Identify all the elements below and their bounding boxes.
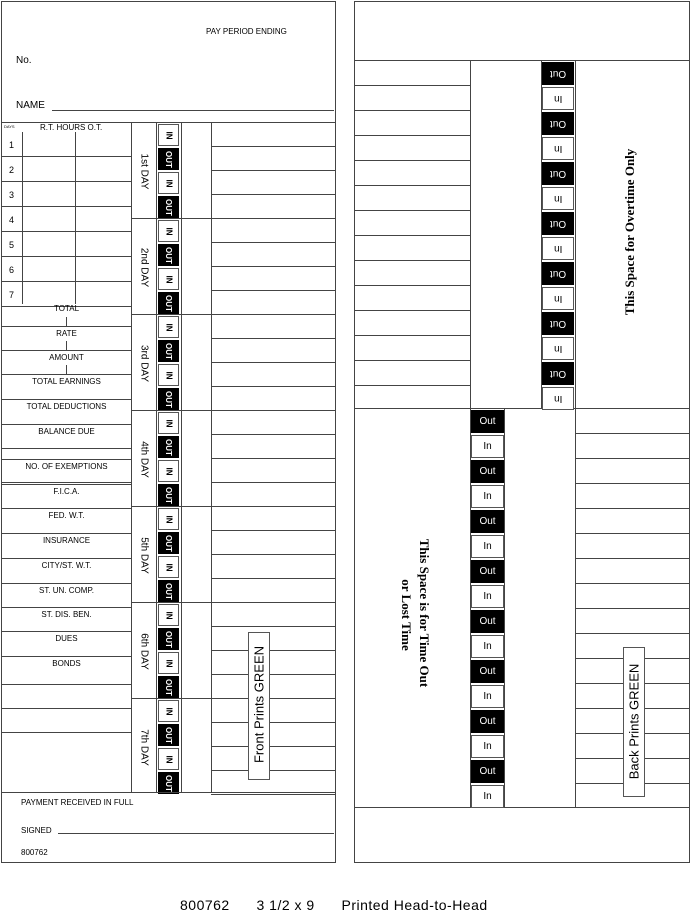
in-slot: IN bbox=[158, 700, 179, 722]
overtime-line bbox=[355, 310, 470, 311]
overtime-line bbox=[355, 135, 470, 136]
time-line bbox=[211, 146, 335, 147]
time-line bbox=[211, 434, 335, 435]
timeout-line bbox=[575, 433, 689, 434]
footer-rule bbox=[2, 792, 335, 793]
time-line bbox=[211, 410, 335, 411]
out-slot: OUT bbox=[158, 436, 179, 458]
summary-row-line bbox=[2, 631, 131, 632]
timeout-line bbox=[575, 608, 689, 609]
number-label: No. bbox=[16, 55, 32, 66]
timeout-in-slot: In bbox=[471, 535, 504, 558]
timeout-line bbox=[575, 558, 689, 559]
timeout-in-slot: In bbox=[471, 685, 504, 708]
time-line bbox=[211, 674, 335, 675]
timeout-out-slot: Out bbox=[471, 760, 504, 783]
summary-label: INSURANCE bbox=[42, 536, 91, 545]
time-line bbox=[211, 266, 335, 267]
summary-row-line bbox=[2, 533, 131, 534]
time-line bbox=[211, 554, 335, 555]
time-line bbox=[211, 770, 335, 771]
time-line bbox=[211, 314, 335, 315]
slot-divider bbox=[181, 122, 182, 792]
time-line bbox=[211, 458, 335, 459]
overtime-line bbox=[355, 110, 470, 111]
summary-tick bbox=[66, 341, 67, 351]
overtime-in-slot: In bbox=[542, 137, 574, 160]
back-bottom-rule bbox=[355, 807, 689, 808]
out-slot: OUT bbox=[158, 532, 179, 554]
timeout-out-slot: Out bbox=[471, 560, 504, 583]
timeout-in-slot: In bbox=[471, 435, 504, 458]
day-label: 2nd DAY bbox=[138, 247, 150, 288]
summary-label: TOTAL EARNINGS bbox=[32, 377, 101, 386]
caption bbox=[180, 897, 488, 913]
out-slot: OUT bbox=[158, 196, 179, 218]
in-slot: IN bbox=[158, 364, 179, 386]
summary-row-line bbox=[2, 459, 131, 460]
front-card bbox=[1, 1, 336, 863]
day-block-line bbox=[131, 122, 335, 123]
grid-divider bbox=[131, 122, 132, 792]
overtime-in-slot: In bbox=[542, 287, 574, 310]
back-divider bbox=[470, 60, 471, 408]
time-line bbox=[211, 650, 335, 651]
overtime-line bbox=[355, 285, 470, 286]
time-line bbox=[211, 218, 335, 219]
out-slot: OUT bbox=[158, 484, 179, 506]
summary-tick bbox=[66, 317, 67, 327]
pay-period-label: PAY PERIOD ENDING bbox=[206, 27, 287, 36]
time-line bbox=[211, 482, 335, 483]
out-slot: OUT bbox=[158, 676, 179, 698]
time-line bbox=[211, 170, 335, 171]
in-slot: IN bbox=[158, 268, 179, 290]
form-number: 800762 bbox=[21, 848, 48, 857]
grid-row-line bbox=[2, 256, 131, 257]
out-slot: OUT bbox=[158, 388, 179, 410]
summary-label: AMOUNT bbox=[49, 353, 84, 362]
overtime-out-slot: Out bbox=[542, 312, 574, 335]
summary-row-line bbox=[2, 684, 131, 685]
caption-printing: Printed Head-to-Head bbox=[341, 897, 488, 913]
timeout-out-slot: Out bbox=[471, 510, 504, 533]
summary-label: F.I.C.A. bbox=[53, 487, 80, 496]
summary-row-line bbox=[2, 399, 131, 400]
summary-row-line bbox=[2, 656, 131, 657]
overtime-in-slot: In bbox=[542, 237, 574, 260]
out-slot: OUT bbox=[158, 340, 179, 362]
overtime-line bbox=[355, 185, 470, 186]
grid-row-line bbox=[2, 206, 131, 207]
timeout-note-line1: This Space is for Time Out bbox=[417, 538, 432, 688]
overtime-line bbox=[355, 235, 470, 236]
grid-row-line bbox=[2, 281, 131, 282]
in-slot: IN bbox=[158, 124, 179, 146]
timeout-in-slot: In bbox=[471, 485, 504, 508]
summary-label: RATE bbox=[56, 329, 77, 338]
overtime-in-slot: In bbox=[542, 187, 574, 210]
in-slot: IN bbox=[158, 316, 179, 338]
summary-label: TOTAL bbox=[53, 304, 80, 313]
day-label: 4th DAY bbox=[138, 441, 150, 478]
caption-size: 3 1/2 x 9 bbox=[256, 897, 315, 913]
summary-row-line bbox=[2, 607, 131, 608]
signed-line bbox=[58, 833, 334, 834]
timeout-line bbox=[575, 458, 689, 459]
timeout-line bbox=[575, 533, 689, 534]
summary-row-line bbox=[2, 558, 131, 559]
time-line bbox=[211, 338, 335, 339]
in-slot: IN bbox=[158, 556, 179, 578]
summary-label: CITY/ST. W.T. bbox=[41, 561, 92, 570]
signed-label: SIGNED bbox=[21, 826, 52, 835]
time-line bbox=[211, 530, 335, 531]
overtime-line bbox=[355, 385, 470, 386]
timeout-in-slot: In bbox=[471, 585, 504, 608]
day-number: 5 bbox=[9, 240, 15, 250]
summary-label: BALANCE DUE bbox=[38, 427, 95, 436]
grid-row-line bbox=[2, 231, 131, 232]
day-label: 6th DAY bbox=[138, 633, 150, 670]
in-slot: IN bbox=[158, 220, 179, 242]
summary-label: ST. UN. COMP. bbox=[39, 586, 94, 595]
day-number: 2 bbox=[9, 165, 15, 175]
day-number: 7 bbox=[9, 290, 15, 300]
summary-row-line bbox=[2, 508, 131, 509]
overtime-out-slot: Out bbox=[542, 162, 574, 185]
timeout-out-slot: Out bbox=[471, 610, 504, 633]
time-line bbox=[211, 794, 335, 795]
grid-row-line bbox=[2, 156, 131, 157]
day-number: 4 bbox=[9, 215, 15, 225]
time-line bbox=[211, 746, 335, 747]
out-slot: OUT bbox=[158, 724, 179, 746]
time-line bbox=[211, 290, 335, 291]
caption-number: 800762 bbox=[180, 897, 230, 913]
summary-label: BONDS bbox=[52, 659, 81, 668]
time-line bbox=[211, 626, 335, 627]
overtime-out-slot: Out bbox=[542, 112, 574, 135]
day-label: 1st DAY bbox=[138, 153, 150, 190]
overtime-in-slot: In bbox=[542, 387, 574, 410]
timeout-line bbox=[575, 633, 689, 634]
time-line bbox=[211, 362, 335, 363]
summary-row-line bbox=[2, 484, 131, 485]
grid-row-line bbox=[2, 181, 131, 182]
front-prints-note: Front Prints GREEN bbox=[248, 632, 270, 780]
overtime-out-slot: Out bbox=[542, 362, 574, 385]
summary-row-line bbox=[2, 583, 131, 584]
out-slot: OUT bbox=[158, 628, 179, 650]
in-slot: IN bbox=[158, 604, 179, 626]
summary-row-line bbox=[2, 732, 131, 733]
overtime-in-slot: In bbox=[542, 337, 574, 360]
overtime-line bbox=[355, 335, 470, 336]
time-line bbox=[211, 698, 335, 699]
overtime-line bbox=[355, 160, 470, 161]
time-line bbox=[211, 602, 335, 603]
overtime-note: This Space for Overtime Only bbox=[622, 148, 637, 316]
overtime-line bbox=[355, 85, 470, 86]
name-line bbox=[52, 110, 334, 111]
overtime-out-slot: Out bbox=[542, 212, 574, 235]
timeout-out-slot: Out bbox=[471, 710, 504, 733]
grid-divider bbox=[22, 132, 23, 304]
summary-label: NO. OF EXEMPTIONS bbox=[25, 462, 108, 471]
summary-row-line bbox=[2, 482, 131, 483]
time-line bbox=[211, 386, 335, 387]
day-label: 3rd DAY bbox=[138, 344, 150, 383]
timeout-line bbox=[575, 508, 689, 509]
day-number: 1 bbox=[9, 140, 15, 150]
timeout-in-slot: In bbox=[471, 735, 504, 758]
day-number: 6 bbox=[9, 265, 15, 275]
time-line bbox=[211, 194, 335, 195]
slot-divider bbox=[156, 122, 157, 792]
timeout-out-slot: Out bbox=[471, 410, 504, 433]
out-slot: OUT bbox=[158, 772, 179, 794]
summary-label: DUES bbox=[55, 634, 78, 643]
summary-tick bbox=[66, 365, 67, 375]
overtime-line bbox=[355, 210, 470, 211]
slot-divider bbox=[211, 122, 212, 792]
back-mid-rule bbox=[355, 408, 689, 409]
time-line bbox=[211, 722, 335, 723]
summary-row-line bbox=[2, 448, 131, 449]
overtime-line bbox=[355, 360, 470, 361]
back-card bbox=[354, 1, 690, 863]
timeout-note-line2: or Lost Time bbox=[399, 579, 414, 651]
timeout-in-slot: In bbox=[471, 785, 504, 808]
hours-header: R.T. HOURS O.T. bbox=[40, 123, 103, 132]
out-slot: OUT bbox=[158, 148, 179, 170]
out-slot: OUT bbox=[158, 292, 179, 314]
out-slot: OUT bbox=[158, 244, 179, 266]
in-slot: IN bbox=[158, 508, 179, 530]
overtime-in-slot: In bbox=[542, 87, 574, 110]
summary-label: TOTAL DEDUCTIONS bbox=[26, 402, 107, 411]
grid-divider bbox=[75, 132, 76, 304]
in-slot: IN bbox=[158, 412, 179, 434]
days-header: DAYS bbox=[4, 124, 15, 129]
day-number: 3 bbox=[9, 190, 15, 200]
in-slot: IN bbox=[158, 460, 179, 482]
overtime-out-slot: Out bbox=[542, 62, 574, 85]
timeout-line bbox=[575, 483, 689, 484]
overtime-line bbox=[355, 260, 470, 261]
day-label: 7th DAY bbox=[138, 729, 150, 766]
back-top-rule bbox=[355, 60, 689, 61]
timeout-out-slot: Out bbox=[471, 460, 504, 483]
overtime-out-slot: Out bbox=[542, 262, 574, 285]
out-slot: OUT bbox=[158, 580, 179, 602]
back-divider bbox=[504, 408, 505, 807]
summary-label: FED. W.T. bbox=[48, 511, 85, 520]
in-slot: IN bbox=[158, 172, 179, 194]
timeout-line bbox=[575, 583, 689, 584]
day-label: 5th DAY bbox=[138, 537, 150, 574]
name-label: NAME bbox=[16, 100, 45, 111]
payment-received-label: PAYMENT RECEIVED IN FULL bbox=[21, 798, 134, 807]
back-divider bbox=[575, 60, 576, 408]
time-line bbox=[211, 242, 335, 243]
summary-row-line bbox=[2, 424, 131, 425]
time-line bbox=[211, 506, 335, 507]
timeout-out-slot: Out bbox=[471, 660, 504, 683]
timeout-in-slot: In bbox=[471, 635, 504, 658]
summary-row-line bbox=[2, 708, 131, 709]
in-slot: IN bbox=[158, 652, 179, 674]
back-prints-note: Back Prints GREEN bbox=[623, 647, 645, 797]
time-line bbox=[211, 578, 335, 579]
in-slot: IN bbox=[158, 748, 179, 770]
summary-label: ST. DIS. BEN. bbox=[41, 610, 92, 619]
